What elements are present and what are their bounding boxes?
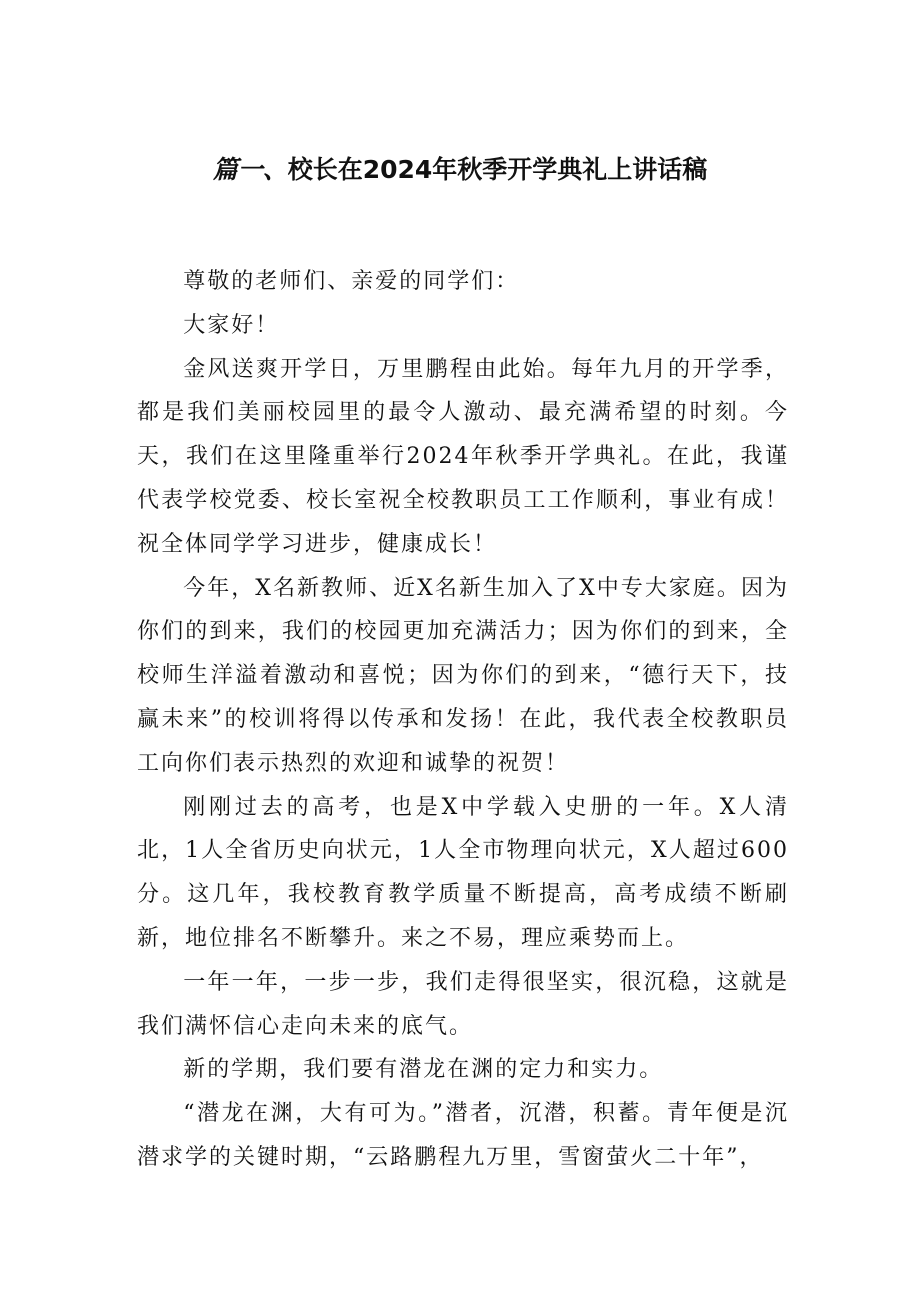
body-paragraph: 刚刚过去的高考，也是X中学载入史册的一年。X人清北，1人全省历史向状元，1人全市物理向状元，X人超过600分。这几年，我校教育教学质量不断提高，高考成绩不断刷新，地位排名不断攀升。来之不易，理应乘势而上。 [137,794,789,951]
body-paragraph: 新的学期，我们要有潜龙在渊的定力和实力。 [183,1057,664,1083]
body-paragraph: 金风送爽开学日，万里鹏程由此始。每年九月的开学季，都是我们美丽校园里的最令人激动、最充满希望的时刻。今天，我们在这里隆重举行2024年秋季开学典礼。在此，我谨代表学校党委、校长室祝全校教职员工工作顺利，事业有成！祝全体同学学习进步，健康成长！ [137,356,789,557]
greeting: 大家好！ [183,312,280,338]
body-paragraph: 一年一年，一步一步，我们走得很坚实，很沉稳，这就是我们满怀信心走向未来的底气。 [137,969,789,1039]
document-body [137,260,789,1180]
document-title [0,150,920,190]
body-paragraph: 今年，X名新教师、近X名新生加入了X中专大家庭。因为你们的到来，我们的校园更加充满活力；因为你们的到来，全校师生洋溢着激动和喜悦；因为你们的到来，“德行天下，技赢未来”的校训将得以传承和发扬！在此，我代表全校教职员工向你们表示热烈的欢迎和诚挚的祝贺！ [137,575,789,776]
title-main: 校长在2024年秋季开学典礼上讲话稿 [287,155,708,184]
title-prefix: 篇一、 [212,155,288,184]
body-paragraph: “潜龙在渊，大有可为。”潜者，沉潜，积蓄。青年便是沉潜求学的关键时期，“云路鹏程九万里，雪窗萤火二十年”， [137,1101,789,1170]
salutation: 尊敬的老师们、亲爱的同学们： [183,269,520,294]
